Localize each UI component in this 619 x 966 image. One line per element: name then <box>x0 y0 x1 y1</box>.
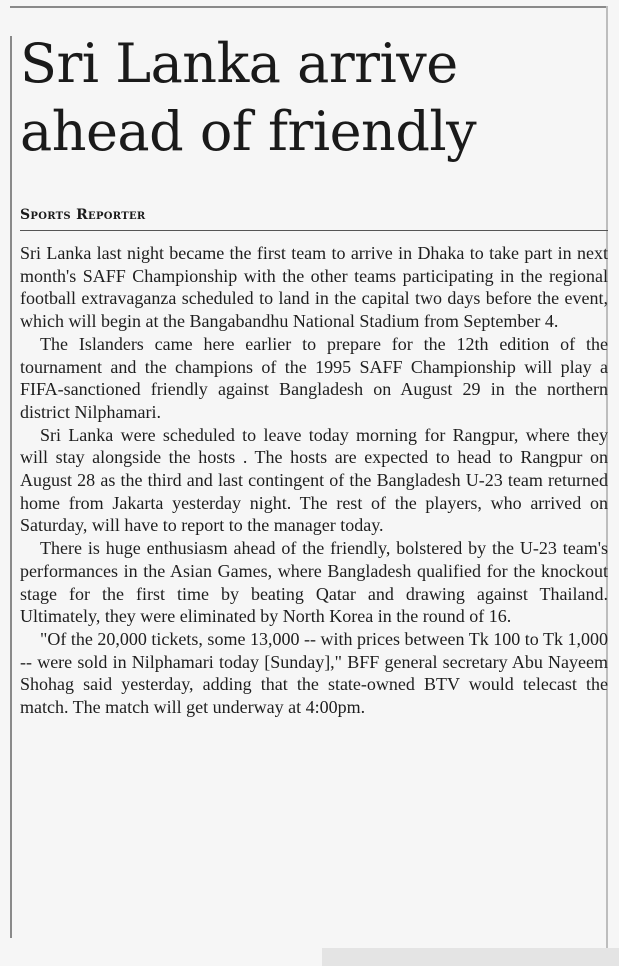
paragraph-3: Sri Lanka were scheduled to leave today morning for Rangpur, where they will stay alongside the hosts . The hosts are expected to head to Rangpur on August 28 as the third and last contingent of the Bangladesh U-23 team returned home from Jakarta yesterday night. The rest of the players, who arrived on Saturday, will have to report to the manager today. <box>20 424 608 536</box>
paragraph-2: The Islanders came here earlier to prepare for the 12th edition of the tournament and the champions of the 1995 SAFF Championship will play a FIFA-sanctioned friendly against Bangladesh on August 29 in the northern district Nilphamari. <box>20 333 608 422</box>
left-border-rule <box>10 36 12 938</box>
byline-divider <box>20 230 608 231</box>
headline-line-2: ahead of friendly <box>20 100 477 163</box>
top-border-rule <box>10 6 608 8</box>
headline <box>20 30 610 166</box>
headline-line-1: Sri Lanka arrive <box>20 32 458 95</box>
byline: Sports Reporter <box>20 207 146 223</box>
article-body <box>20 242 608 719</box>
paragraph-1: Sri Lanka last night became the first team to arrive in Dhaka to take part in next month's SAFF Championship with the other teams participating in the regional football extravaganza scheduled to land in the capital two days before the event, which will begin at the Bangabandhu National Stadium from September 4. <box>20 243 608 332</box>
paragraph-4: There is huge enthusiasm ahead of the friendly, bolstered by the U-23 team's performances in the Asian Games, where Bangladesh qualified for the knockout stage for the first time by beating Qatar and drawing against Thailand. Ultimately, they were eliminated by North Korea in the round of 16. <box>20 538 608 627</box>
paragraph-5: "Of the 20,000 tickets, some 13,000 -- with prices between Tk 100 to Tk 1,000 -- were sold in Nilphamari today [Sunday]," BFF general secretary Abu Nayeem Shohag said yesterday, adding that the state-owned BTV would telecast the match. The match will get underway at 4:00pm. <box>20 628 608 718</box>
bottom-scan-shade <box>322 948 619 966</box>
